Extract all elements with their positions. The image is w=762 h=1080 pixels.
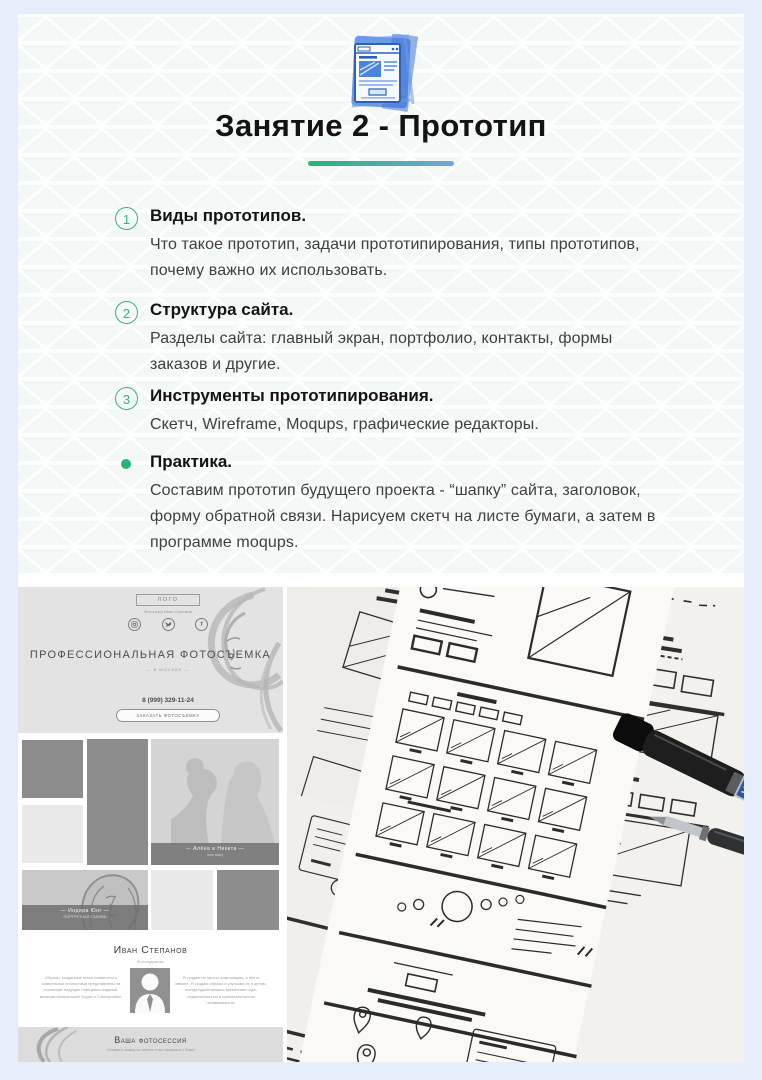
photo-caption: — Индира Юнг — ПОРТРЕТНАЯ СЪЕМКА: [22, 905, 148, 930]
mockup-cta-button: ЗАКАЗАТЬ ФОТОСЪЕМКУ: [116, 709, 220, 722]
mockup-subheadline: — В МОСКВЕ —: [146, 667, 190, 672]
agenda-title: Виды прототипов.: [150, 206, 307, 225]
number-badge-1: 1: [115, 207, 138, 230]
photographer-name: Иван Степанов: [113, 944, 188, 956]
photographer-role: Фотохудожник: [137, 959, 164, 964]
mockup-logo: ЛОГО: [136, 594, 200, 606]
mockup-social-icons: [128, 618, 208, 631]
couple-silhouette-illustration: [151, 739, 279, 845]
portfolio-photo-placeholder: [22, 805, 83, 863]
agenda-item-1: [115, 206, 675, 284]
mockup-about-section: [18, 935, 283, 1025]
agenda-title: Инструменты прототипирования.: [150, 386, 434, 405]
mockup-footer-section: [18, 1027, 283, 1062]
agenda-item-3: [115, 386, 675, 438]
mockup-phone: 8 (999) 329-11-24: [142, 697, 194, 704]
agenda-title: Практика.: [150, 452, 233, 471]
title-gradient-rule: [308, 161, 454, 166]
slide-card: [18, 14, 744, 1062]
agenda-item-4: [115, 452, 675, 556]
agenda-body: Разделы сайта: главный экран, портфолио, контакты, формы заказов и другие.: [150, 330, 613, 373]
number-badge-3: 3: [115, 387, 138, 410]
wireframes-photo: [287, 587, 744, 1062]
agenda-body: Что такое прототип, задачи прототипирования, типы прототипов, почему важно их использовать.: [150, 236, 640, 279]
mockup-headline: ПРОФЕССИОНАЛЬНАЯ ФОТОСЪЕМКА: [29, 649, 272, 661]
about-text-left: Образы, созданные мною совместно с известными личностями представлены на страницах ведущих глянцевых изданий, включая итальянский Vogue и Cosmopolitan.: [39, 975, 123, 999]
about-text-right: Я создаю не просто композицию, а нечто свежее. Я создаю образы и улучшаю их в целом, всегда вдохновляясь временами года, педантичностью и прагматичностью независимости.: [175, 975, 267, 1005]
triangle-pattern-background: [18, 14, 744, 576]
portfolio-photo-placeholder: [151, 870, 213, 930]
twitter-icon: [162, 618, 175, 631]
bullet-icon: [121, 459, 131, 469]
footer-subtitle: Оставьте заявку на звонок и мы свяжемся с Вами: [106, 1048, 195, 1052]
facebook-icon: f: [195, 618, 208, 631]
page-title: Занятие 2 - Прототип: [215, 108, 547, 143]
agenda-title: Структура сайта.: [150, 300, 294, 319]
sketchy-browser-icon: [337, 34, 425, 112]
footer-title: Ваша фотосессия: [114, 1035, 187, 1045]
portfolio-photo-placeholder: [217, 870, 279, 930]
portfolio-photo-placeholder: [22, 740, 83, 798]
avatar: [130, 968, 170, 1013]
photo-caption: — Алёна и Никита — love story: [151, 843, 279, 865]
instagram-icon: [128, 618, 141, 631]
portfolio-photo-placeholder: [87, 739, 148, 865]
portfolio-portrait-card: [22, 870, 148, 930]
mockup-tagline: Фотограф Иван Стрелков: [144, 609, 192, 614]
website-mockup-image: [18, 587, 283, 1062]
mockup-hero-section: [18, 587, 283, 733]
portfolio-couple-card: [151, 739, 279, 865]
number-badge-2: 2: [115, 301, 138, 324]
agenda-body: Составим прототип будущего проекта - “шапку” сайта, заголовок, форму обратной связи. Нарисуем скетч на листе бумаги, а затем в программе moqups.: [150, 482, 656, 551]
agenda-item-2: [115, 300, 675, 378]
wireframe-sketches-illustration: [287, 587, 744, 1062]
agenda-body: Скетч, Wireframe, Moqups, графические редакторы.: [150, 416, 539, 433]
